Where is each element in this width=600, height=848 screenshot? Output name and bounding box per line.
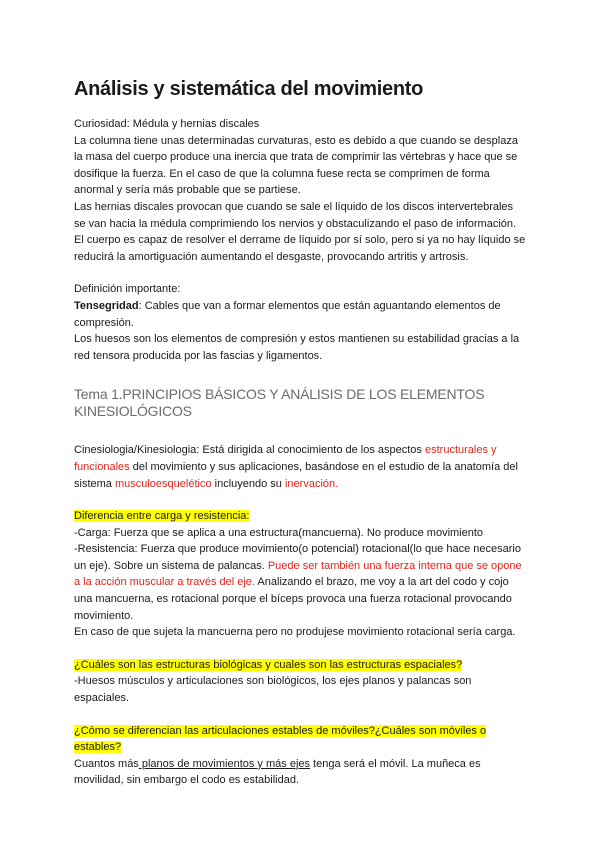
- cines-text-c: del movimiento y sus aplicaciones, basándose en el estudio de la anatomía del sistema: [74, 460, 518, 490]
- cines-text-e: incluyendo su: [211, 477, 285, 490]
- resistencia-paragraph: [74, 541, 526, 624]
- resistencia-red-text: Puede ser también una fuerza interna que se opone a la acción muscular a través del eje.: [74, 559, 522, 589]
- curiosidad-paragraph-3: El cuerpo es capaz de resolver el derrame de líquido por sí solo, pero si ya no hay líquido se reducirá la amortiguación aumentando el desgaste, provocando artritis y artrosis.: [74, 234, 526, 263]
- articulaciones-text-a: Cuantos más: [74, 757, 139, 770]
- curiosidad-paragraph-2: Las hernias discales provocan que cuando se sale el líquido de los discos intervertebrales se van hacia la médula comprimiendo los nervios y obstaculizando el paso de información.: [74, 200, 517, 230]
- tensegridad-text: : Cables que van a formar elementos que están aguantando elementos de compresión.: [74, 299, 501, 329]
- articulaciones-question: [74, 723, 526, 756]
- cines-red-musculoesqueletico: musculoesquelético: [114, 477, 212, 490]
- articulaciones-answer: [74, 756, 526, 789]
- articulaciones-underlined: planos de movimientos y más ejes: [138, 757, 310, 770]
- resistencia-text-c: Analizando el brazo, me voy a la art del codo y cojo una mancuerna, es rotacional porque el bíceps provoca una fuerza rotacional provocando movimiento.: [74, 576, 512, 622]
- cines-text-a: Cinesiologia/Kinesiologia: Está dirigida al conocimiento de los aspectos: [74, 444, 425, 457]
- carga-question-highlight: Diferencia entre carga y resistencia:: [74, 510, 250, 523]
- tensegridad-definition: [74, 298, 526, 331]
- tema1-heading: Tema 1.PRINCIPIOS BÁSICOS Y ANÁLISIS DE LOS ELEMENTOS KINESIOLÓGICOS: [74, 386, 485, 420]
- carga-question: [74, 508, 526, 525]
- estructuras-question: [74, 657, 526, 674]
- definicion-heading: Definición importante:: [74, 283, 181, 296]
- cinesiologia-paragraph: [74, 442, 526, 492]
- resistencia-text-a: -Resistencia: Fuerza que produce movimiento(o potencial) rotacional(lo que hace necesario un eje). Sobre un sistema de palancas.: [74, 543, 521, 572]
- cines-red-estructurales: estructurales y funcionales: [74, 444, 497, 473]
- carga-caso: En caso de que sujeta la mancuerna pero no produjese movimiento rotacional sería carga.: [74, 626, 516, 639]
- estructuras-question-highlight: ¿Cuáles son las estructuras biológicas y cuales son las estructuras espaciales?: [74, 658, 463, 671]
- articulaciones-text-c: tenga será el móvil. La muñeca es movilidad, sin embargo el codo es estabilidad.: [74, 757, 481, 787]
- articulaciones-question-highlight: ¿Cómo se diferencian las articulaciones estables de móviles?¿Cuáles son móviles o estables?: [74, 724, 487, 754]
- estructuras-answer: -Huesos músculos y articulaciones son biológicos, los ejes planos y palancas son espaciales.: [74, 675, 472, 705]
- definicion-paragraph-2: Los huesos son los elementos de compresión y estos mantienen su estabilidad gracias a la red tensora producida por las fascias y ligamentos.: [74, 333, 520, 362]
- curiosidad-heading: Curiosidad: Médula y hernias discales: [74, 118, 260, 130]
- carga-line: -Carga: Fuerza que se aplica a una estructura(mancuerna). No produce movimiento: [74, 526, 484, 539]
- document-title: Análisis y sistemática del movimiento: [74, 78, 424, 100]
- cines-red-inervacion: inervación.: [284, 477, 339, 490]
- document-page: [74, 76, 526, 789]
- tensegridad-term: Tensegridad: [74, 299, 139, 312]
- curiosidad-paragraph-1: La columna tiene unas determinadas curvaturas, esto es debido a que cuando se desplaza la masa del cuerpo produce una inercia que trata de comprimir las vértebras y hace que se dosifique la fuerza. En el caso de que la columna fuese recta se comprimen de forma anormal y sería más probable que se partiese.: [74, 134, 518, 197]
